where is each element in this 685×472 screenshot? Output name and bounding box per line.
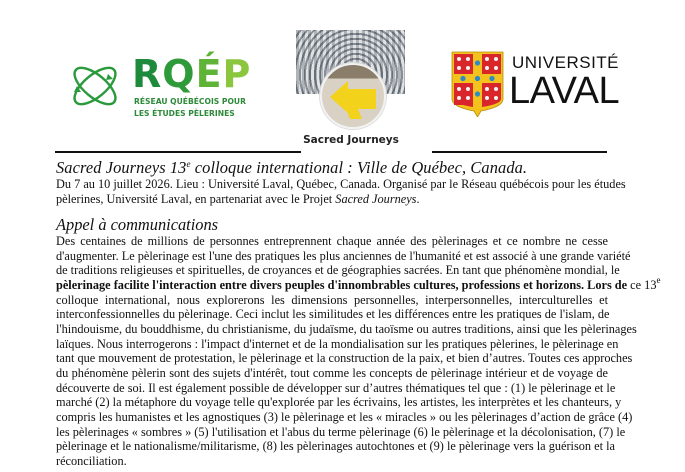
orbit-arrows-icon: [68, 58, 122, 114]
sacred-journeys-logo: [296, 30, 406, 155]
universite-laval-logo: [451, 51, 651, 123]
event-info: Du 7 au 10 juillet 2026. Lieu : Université Laval, Québec, Canada. Organisé par le Réseau québécois pour les études pèlerines, Université Laval, en partenariat avec le Projet Sacred Journeys.: [56, 177, 626, 206]
laval-universite-text: UNIVERSITÉ: [512, 53, 620, 72]
sacred-journeys-label: Sacred Journeys: [303, 134, 399, 146]
laval-shield-icon: [451, 51, 504, 117]
header-divider-right: [432, 151, 607, 153]
call-for-papers-text: Des centaines de millions de personnes entreprennent chaque année des pèlerinages et ce nombre ne cesse d'augmenter. Le pèlerinage est l'une des pratiques les plus anciennes de l'humanité et est associé à une grande variété de traditions religieuses et spirituelles, de croyances et de géographies sacrées. En tant que phénomène mondial, le pèlerinage facilite l'interaction entre divers peuples d'innombrables cultures, professions et horizons. Lors de ce 13e colloque international, nous explorerons les dimensions personnelles, interpersonnelles, interculturelles et interconfessionnelles du pèlerinage. Ceci inclut les similitudes et les différences entre les pratiques de l'islam, de l'hindouisme, du bouddhisme, du christianisme, du judaïsme, du taoïsme ou autres traditions, ainsi que les pèlerinages laïques. Nous interrogerons : l'impact d'internet et de la mondialisation sur les pratiques pèlerines, le pèlerinage en tant que mouvement de protestation, le pèlerinage et la construction de la paix, et bien d’autres. Toutes ces approches du phénomène pèlerin sont des sujets d'intérêt, tout comme les concepts de pèlerinage intérieur et de voyage de découverte de soi. Il est également possible de développer sur d’autres thématiques tel que : (1) le pèlerinage et le marché (2) la métaphore du voyage telle qu'explorée par les écrivains, les artistes, les interprètes et les chanteurs, y compris les humanistes et les agnostiques (3) le pèlerinage et les « miracles » ou les pèlerinages d’action de grâce (4) les pèlerinages « sombres » (5) l'utilisation et l'abus du terme pèlerinage (6) le pèlerinage et la décolonisation, (7) le pèlerinage et le nationalisme/militarisme, (8) les pèlerinages autochtones et (9) le pèlerinage vers la guérison et la réconciliation.: [56, 234, 661, 468]
rqep-logo: [68, 52, 263, 124]
header-divider-left: [55, 151, 301, 153]
document-body: [56, 158, 661, 469]
section-heading: Appel à communications: [56, 215, 219, 234]
arrow-photo: [320, 63, 386, 129]
yellow-arrow-icon: [328, 79, 378, 119]
event-title: Sacred Journeys 13e colloque international : Ville de Québec, Canada.: [56, 158, 528, 177]
rqep-subtitle: RÉSEAU QUÉBÉCOIS POUR LES ÉTUDES PÈLERINES: [134, 97, 246, 118]
laval-name-text: LAVAL: [509, 70, 620, 112]
rqep-acronym: RQÉP: [132, 52, 252, 96]
